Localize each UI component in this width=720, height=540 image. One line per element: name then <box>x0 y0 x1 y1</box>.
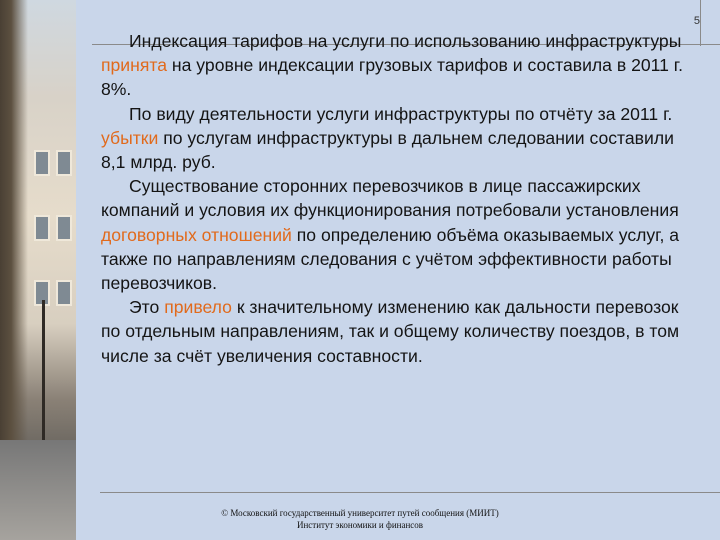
highlighted-term: привело <box>164 297 232 318</box>
paragraph: Существование сторонних перевозчиков в лице пассажирских компаний и условия их функционирования потребовали установления договорных отношений по определению объёма оказываемых услуг, а также по направлениям следования с учётом эффективности работы перевозчиков. <box>101 176 680 294</box>
building-window <box>56 280 72 306</box>
paragraph: Индексация тарифов на услуги по использованию инфраструктуры принята на уровне индексации грузовых тарифов и составила в 2011 г. 8%. <box>101 31 683 100</box>
highlighted-term: убытки <box>101 127 159 148</box>
footer-university: © Московский государственный университет путей сообщения (МИИТ) <box>221 508 499 518</box>
footer-institute: Институт экономики и финансов <box>296 520 424 530</box>
building-window <box>34 215 50 241</box>
highlighted-term: договорных отношений <box>101 224 292 245</box>
footer-copyright <box>150 507 570 531</box>
paragraph: Это привело к значительному изменению как дальности перевозок по отдельным направлениям, так и общему количеству поездов, в том числе за счёт увеличения составности. <box>101 297 680 366</box>
slide-body <box>101 29 701 368</box>
building-photo <box>0 0 76 540</box>
building-window <box>34 150 50 176</box>
highlighted-term: принята <box>101 55 168 76</box>
footer-divider <box>100 492 720 493</box>
building-window <box>56 150 72 176</box>
paragraph: По виду деятельности услуги инфраструктуры по отчёту за 2011 г. убытки по услугам инфраструктуры в дальнем следовании составили 8,1 млрд. руб. <box>101 103 674 173</box>
street <box>0 440 76 540</box>
page-number: 5 <box>693 15 700 27</box>
building-window <box>56 215 72 241</box>
